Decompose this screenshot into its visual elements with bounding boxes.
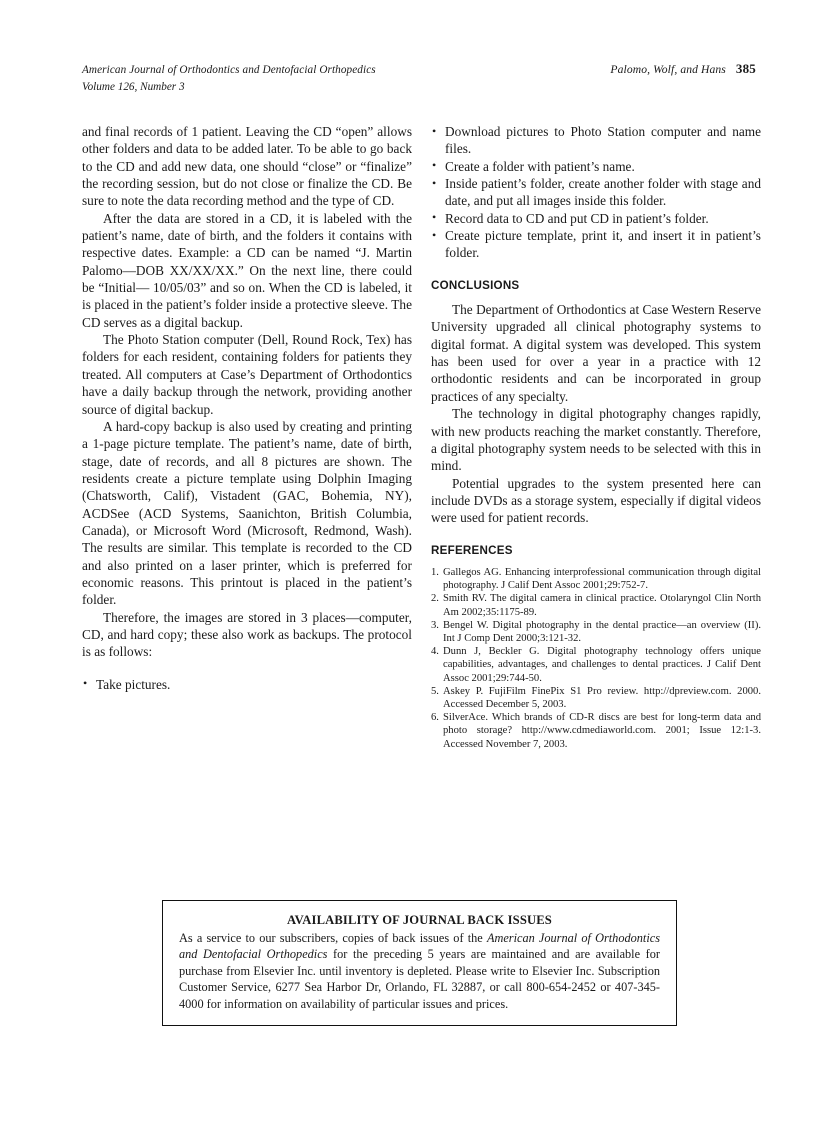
reference-text: Smith RV. The digital camera in clinical practice. Otolaryngol Clin North Am 2002;35:1175-89. — [443, 593, 761, 618]
paragraph: Therefore, the images are stored in 3 places—computer, CD, and hard copy; these also work as backups. The protocol is as follows: — [82, 609, 412, 660]
reference-text: SilverAce. Which brands of CD-R discs are best for long-term data and photo storage? http://www.cdmediaworld.com. 2001; Issue 12:1-3. Accessed November 7, 2003. — [443, 712, 761, 750]
protocol-bullet-list — [431, 123, 761, 262]
reference-item — [431, 592, 761, 618]
paragraph: The technology in digital photography changes rapidly, with new products reaching the market constantly. Therefore, a digital photography system needs to be selected with this in mind. — [431, 406, 761, 474]
reference-text: Dunn J, Beckler G. Digital photography technology offers unique capabilities, advantages, and challenges to dental practices. J Calif Dent Assoc 2001;29:744-50. — [443, 646, 761, 684]
notice-title: AVAILABILITY OF JOURNAL BACK ISSUES — [287, 913, 552, 927]
paragraph: and final records of 1 patient. Leaving the CD “open” allows other folders and data to be added later. To be able to go back to the CD and add new data, one should “close” or “finalize” the recording session, but do not close or finalize the CD. Be sure to note the data recording method and the type of CD. — [82, 124, 412, 209]
page-number: 385 — [735, 61, 756, 76]
reference-number: 3. — [431, 619, 439, 631]
left-bullet-list — [82, 676, 412, 693]
list-item: • Record data to CD and put CD in patient’s folder. — [431, 210, 761, 227]
list-item: • Create picture template, print it, and insert it in patient’s folder. — [431, 227, 761, 262]
list-item: • Create a folder with patient’s name. — [431, 158, 761, 175]
notice-text-part1: As a service to our subscribers, copies of back issues of the — [179, 931, 487, 945]
paragraph: The Department of Orthodontics at Case Western Reserve University upgraded all clinical photography systems to digital format. A digital system was developed. This system has been used for over a year in a practice with 12 orthodontic residents and can be incorporated in group practices of any specialty. — [431, 302, 761, 404]
reference-item — [431, 685, 761, 711]
volume-issue-line: Volume 126, Number 3 — [82, 80, 185, 93]
reference-item — [431, 619, 761, 645]
conclusions-heading: CONCLUSIONS — [431, 278, 520, 292]
back-issues-notice-box — [162, 900, 677, 1026]
paragraph: Potential upgrades to the system presented here can include DVDs as a storage system, especially if digital videos were used for patient records. — [431, 475, 761, 526]
notice-text-part2: for the preceding 5 years are maintained and are available for purchase from Elsevier Inc. until inventory is depleted. Please write to Elsevier Inc. Subscription Customer Service, 6277 Sea Harbor Dr, Orlando, FL 32887, or call 800-654-2452 or 407-345-4000 for information on availability of particular issues and prices. — [179, 947, 660, 1011]
list-item: • Download pictures to Photo Station computer and name files. — [431, 123, 761, 158]
reference-number: 2. — [431, 593, 439, 605]
paragraph: After the data are stored in a CD, it is labeled with the patient’s name, date of birth, and the folders it contains with respective dates. Example: a CD can be named “J. Martin Palomo—DOB XX/XX/XX.” On the next line, there could be “Initial— 10/05/03” and so on. When the CD is labeled, it is placed in the patient’s folder inside a protective sleeve. The CD serves as a digital backup. — [82, 210, 412, 330]
list-item: • Inside patient’s folder, create another folder with stage and date, and put all images inside this folder. — [431, 175, 761, 210]
list-item: • Take pictures. — [82, 676, 412, 693]
paragraph: The Photo Station computer (Dell, Round Rock, Tex) has folders for each resident, containing folders for patients they treated. All computers at Case’s Department of Orthodontics have a daily backup through the network, providing another source of digital backup. — [82, 332, 412, 417]
reference-text: Bengel W. Digital photography in the dental practice—an overview (II). Int J Comp Dent 2000;3:121-32. — [443, 619, 761, 644]
reference-text: Askey P. FujiFilm FinePix S1 Pro review. http://dpreview.com. 2000. Accessed December 5, 2003. — [443, 685, 761, 710]
paragraph: A hard-copy backup is also used by creating and printing a 1-page picture template. The patient’s name, date of birth, stage, date of records, and all 8 pictures are shown. The residents create a picture template using Dolphin Imaging (Chatsworth, Calif), Vistadent (GAC, Bohemia, NY), ACDSee (ACD Systems, Saanichton, British Columbia, Canada), or Microsoft Word (Microsoft, Redmond, Wash). The results are similar. This template is recorded to the CD and also printed on a laser printer, which is preferred for economic reasons. This printout is placed in the patient’s folder. — [82, 418, 412, 608]
reference-item — [431, 566, 761, 592]
reference-text: Gallegos AG. Enhancing interprofessional communication through digital photography. J Calif Dent Assoc 2001;29:752-7. — [443, 566, 761, 592]
running-head-right — [610, 60, 756, 78]
notice-journal-name: American Journal of Orthodontics and Dentofacial Orthopedics — [179, 931, 660, 962]
reference-number: 4. — [431, 646, 439, 658]
reference-item — [431, 711, 761, 751]
right-column — [431, 123, 761, 751]
left-column — [82, 123, 412, 693]
journal-title: American Journal of Orthodontics and Dentofacial Orthopedics — [82, 64, 376, 76]
reference-number: 1. — [431, 566, 439, 578]
notice-body — [179, 930, 660, 1012]
reference-item — [431, 645, 761, 685]
running-head — [82, 60, 756, 95]
author-names: Palomo, Wolf, and Hans — [610, 63, 726, 76]
reference-number: 5. — [431, 685, 439, 697]
references-heading: REFERENCES — [431, 543, 513, 557]
reference-list — [431, 566, 761, 751]
reference-number: 6. — [431, 712, 439, 724]
